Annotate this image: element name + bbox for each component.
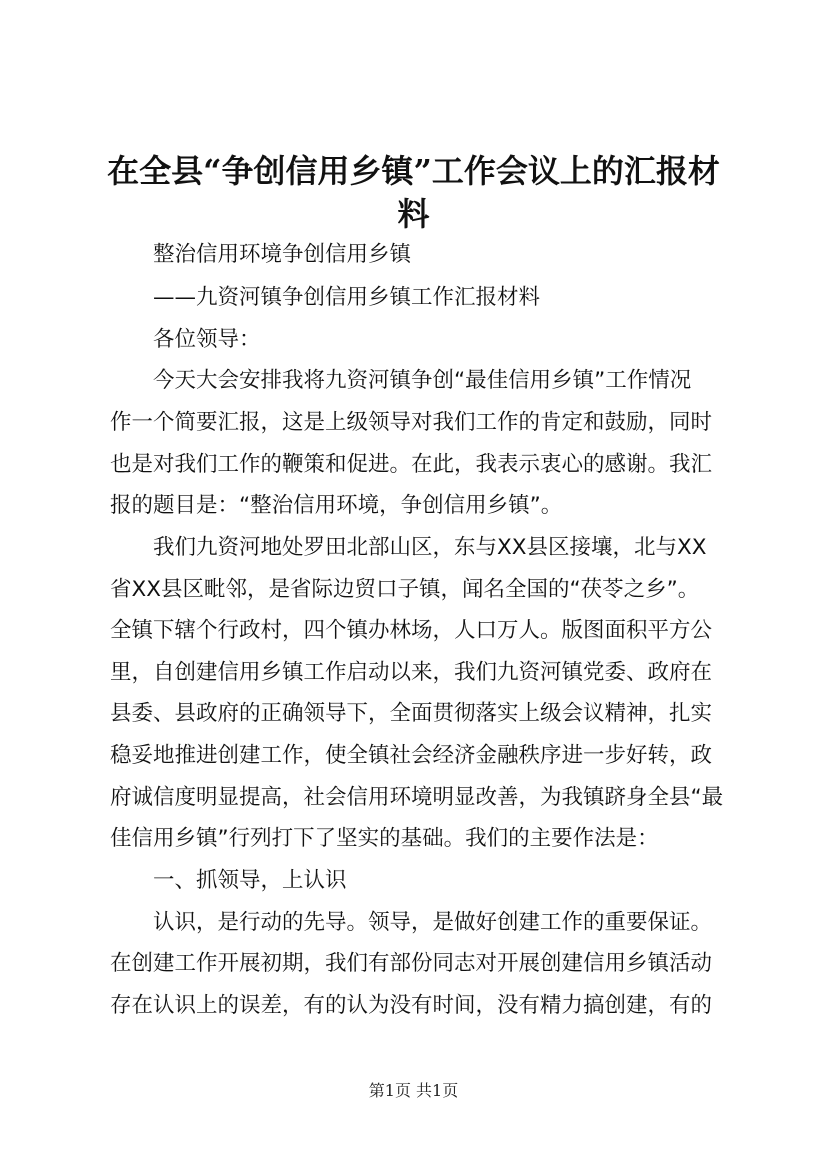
body-line: 稳妥地推进创建工作，使全镇社会经济金融秩序进一步好转，政 [110, 743, 713, 768]
body-line: 里，自创建信用乡镇工作启动以来，我们九资河镇党委、政府在 [110, 660, 713, 685]
subtitle-line: ——九资河镇争创信用乡镇工作汇报材料 [153, 285, 541, 310]
salutation: 各位领导： [153, 327, 261, 352]
body-line: 今天大会安排我将九资河镇争创“最佳信用乡镇”工作情况 [153, 368, 692, 393]
body-line: 县委、县政府的正确领导下，全面贯彻落实上级会议精神，扎实 [110, 701, 713, 726]
body-line: 作一个简要汇报，这是上级领导对我们工作的肯定和鼓励，同时 [110, 410, 713, 435]
body-line: 府诚信度明显提高，社会信用环境明显改善，为我镇跻身全县“最 [110, 785, 724, 810]
body-line: 认识，是行动的先导。领导，是做好创建工作的重要保证。 [153, 910, 713, 935]
body-line: 在创建工作开展初期，我们有部份同志对开展创建信用乡镇活动 [110, 951, 713, 976]
body-line: 报的题目是：“整治信用环境，争创信用乡镇”。 [110, 493, 563, 518]
page-footer: 第1页 共1页 [368, 1081, 459, 1100]
document-title: 在全县“争创信用乡镇”工作会议上的汇报材料 [107, 152, 720, 233]
body-line: 佳信用乡镇”行列打下了坚实的基础。我们的主要作法是： [110, 826, 659, 851]
body-line: 也是对我们工作的鞭策和促进。在此，我表示衷心的感谢。我汇 [110, 452, 713, 477]
body-line: 存在认识上的误差，有的认为没有时间，没有精力搞创建，有的 [110, 993, 713, 1018]
section-heading: 一、抓领导，上认识 [153, 868, 347, 893]
body-line: 省XX县区毗邻，是省际边贸口子镇，闻名全国的“茯苓之乡”。 [110, 577, 700, 602]
body-line: 全镇下辖个行政村，四个镇办林场，人口万人。版图面积平方公 [110, 618, 713, 643]
body-line: 我们九资河地处罗田北部山区，东与XX县区接壤，北与XX [153, 535, 707, 560]
subtitle-line: 整治信用环境争创信用乡镇 [153, 242, 412, 267]
